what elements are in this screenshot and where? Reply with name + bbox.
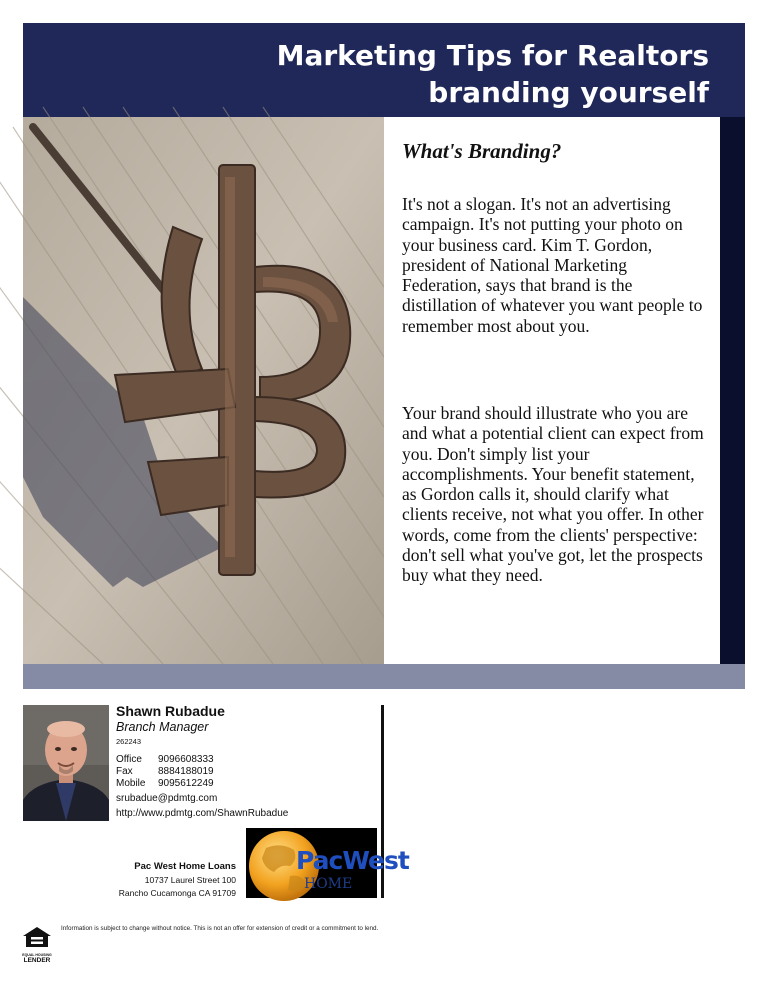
phone-fax-number[interactable]: 8884188019: [158, 766, 214, 777]
agent-name: Shawn Rubadue: [116, 703, 225, 719]
eho-line-1: EQUAL HOUSING: [22, 953, 52, 957]
divider-band: [23, 664, 745, 689]
title-line-1: Marketing Tips for Realtors: [276, 39, 709, 72]
phone-fax-label: Fax: [116, 766, 133, 777]
phone-mobile-label: Mobile: [116, 778, 146, 789]
phone-office-number[interactable]: 9096608333: [158, 754, 214, 765]
header-banner: [23, 23, 745, 117]
phone-office-label: Office: [116, 754, 142, 765]
agent-photo: [23, 705, 109, 821]
agent-nmls: 262243: [116, 737, 142, 746]
branding-iron-photo: [23, 117, 384, 664]
phone-list: [116, 754, 214, 790]
eho-line-2: LENDER: [23, 957, 51, 964]
article-paragraph-1: It's not a slogan. It's not an advertising campaign. It's not putting your photo on your business card. Kim T. Gordon, president of National Marketing Federation, says that brand is the distillation of whatever you want people to remember most about you.: [402, 194, 703, 336]
phone-mobile: [116, 778, 214, 790]
agent-website[interactable]: http://www.pdmtg.com/ShawnRubadue: [116, 808, 289, 819]
logo-text-main: PacWest: [296, 846, 409, 875]
pacwest-logo: [246, 828, 409, 898]
phone-mobile-number[interactable]: 9095612249: [158, 778, 214, 789]
agent-email[interactable]: srubadue@pdmtg.com: [116, 793, 218, 804]
page-title: [277, 37, 709, 111]
equal-housing-lender-icon: [22, 926, 52, 964]
right-accent-bar: [720, 117, 745, 664]
company-city: Rancho Cucamonga CA 91709: [118, 888, 236, 898]
company-name: Pac West Home Loans: [134, 861, 236, 872]
phone-fax: [116, 766, 214, 778]
agent-title: Branch Manager: [116, 720, 209, 734]
article-panel: [384, 117, 720, 664]
title-line-2: branding yourself: [428, 76, 709, 109]
company-street: 10737 Laurel Street 100: [144, 875, 236, 885]
disclaimer-text: Information is subject to change without notice. This is not an offer for extension of credit or a commitment to lend.: [61, 925, 379, 932]
logo-text-sub: HOME: [304, 876, 353, 892]
company-block: [112, 860, 236, 900]
phone-office: [116, 754, 214, 766]
article-heading: What's Branding?: [402, 139, 562, 163]
article-paragraph-2: Your brand should illustrate who you are and what a potential client can expect from you. Don't simply list your accomplishments. Your benefit statement, as Gordon calls it, should clarify what clients receive, not what you offer. In other words, come from the clients' perspective: don't sell what you've got, let the prospects buy what they need.: [402, 403, 704, 586]
